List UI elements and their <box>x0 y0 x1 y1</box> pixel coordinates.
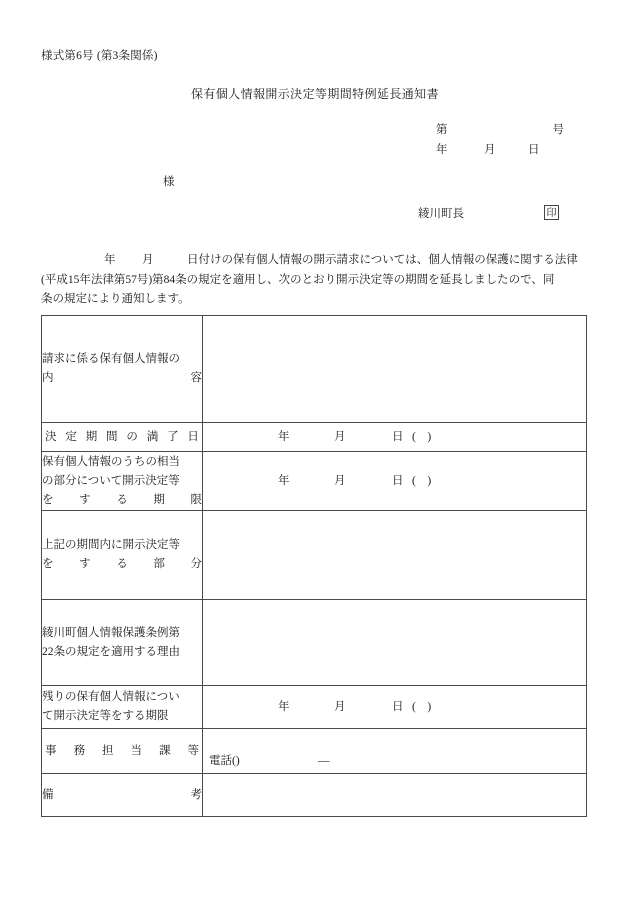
label-line: 残りの保有個人情報につい <box>42 691 180 703</box>
row-label-responsible-section <box>42 729 203 774</box>
row-label-remarks <box>42 774 203 817</box>
phone-field-wrapper <box>203 729 586 773</box>
row-value-responsible-section[interactable] <box>203 729 587 774</box>
date-day-label: 日 <box>392 700 404 713</box>
row-label-request-content <box>42 316 203 423</box>
label-line <box>42 491 202 510</box>
body-line-3: 条の規定により通知します。 <box>41 293 190 305</box>
date-month-label: 月 <box>334 474 346 487</box>
row-label-remaining-info-deadline <box>42 686 203 729</box>
body-line-2: (平成15年法律第57号)第84条の規定を適用し、次のとおり開示決定等の期間を延長しましたので、同 <box>41 273 555 286</box>
request-date-year: 年 <box>104 254 116 266</box>
label-line <box>42 369 202 388</box>
label-char: 期 <box>153 493 165 506</box>
row-value-remarks[interactable] <box>203 774 587 817</box>
date-field <box>203 472 586 491</box>
label-char: 決 <box>45 430 57 443</box>
notification-form-table <box>41 315 587 817</box>
row-value-decision-period-expiry[interactable] <box>203 423 587 452</box>
date-year-label: 年 <box>278 700 290 713</box>
label-char: 期 <box>85 430 98 443</box>
issue-date-month: 月 <box>484 144 496 156</box>
form-table-body <box>42 316 587 817</box>
label-char: す <box>79 558 91 570</box>
row-value-partial-disclosure-deadline[interactable] <box>203 452 587 511</box>
label-char: 満 <box>146 430 159 443</box>
label-line: 上記の期間内に開示決定等 <box>42 539 180 551</box>
row-value-remaining-info-deadline[interactable] <box>203 686 587 729</box>
issue-date-year: 年 <box>436 144 448 156</box>
label-char: る <box>116 558 128 570</box>
form-number: 様式第6号 (第3条関係) <box>41 50 158 62</box>
label-line <box>42 742 202 761</box>
label-char: 考 <box>190 788 202 801</box>
label-char: る <box>116 493 128 506</box>
table-row <box>42 729 587 774</box>
label-char: 備 <box>42 788 54 801</box>
date-month-label: 月 <box>334 430 346 443</box>
label-char: 分 <box>190 558 202 570</box>
label-line: の部分について開示決定等 <box>42 474 180 487</box>
phone-area-close: ) <box>235 755 240 767</box>
request-date-month: 月 <box>142 254 154 266</box>
phone-field <box>209 752 329 768</box>
table-row <box>42 686 587 729</box>
label-char: 事 <box>45 744 57 757</box>
row-label-portion-decided-within-period <box>42 511 203 600</box>
body-paragraph <box>41 251 587 310</box>
document-number-prefix: 第 <box>436 124 448 136</box>
label-char: 限 <box>190 493 202 506</box>
label-char: す <box>79 493 91 506</box>
label-char: 務 <box>73 744 85 757</box>
label-char: 当 <box>130 744 142 757</box>
row-value-request-content[interactable] <box>203 316 587 423</box>
page-title: 保有個人情報開示決定等期間特例延長通知書 <box>190 87 439 101</box>
table-row <box>42 316 587 423</box>
row-label-reason-for-applying-article22 <box>42 600 203 686</box>
date-month-label: 月 <box>334 700 346 713</box>
issuer-line <box>418 205 464 221</box>
label-char: 課 <box>159 744 171 757</box>
issue-date-row <box>436 140 586 160</box>
date-field <box>203 698 586 717</box>
table-row <box>42 774 587 817</box>
label-line: て開示決定等をする期限 <box>42 710 169 722</box>
label-line <box>42 428 202 447</box>
label-char: 担 <box>102 744 114 757</box>
table-row <box>42 452 587 511</box>
row-value-portion-decided-within-period[interactable] <box>203 511 587 600</box>
label-line: 綾川町個人情報保護条例第 <box>42 626 180 639</box>
row-label-decision-period-expiry <box>42 423 203 452</box>
label-char: 了 <box>167 430 179 443</box>
label-char: の <box>126 430 138 443</box>
date-year-label: 年 <box>278 430 290 443</box>
issuer-name: 綾川町長 <box>418 208 464 220</box>
label-line: 請求に係る保有個人情報の <box>42 353 180 365</box>
table-row <box>42 423 587 452</box>
label-line: 保有個人情報のうちの相当 <box>42 455 180 468</box>
label-char: を <box>42 493 54 506</box>
weekday-field: ( ) <box>412 474 432 487</box>
date-day-label: 日 <box>392 430 404 443</box>
document-meta-block <box>436 120 586 160</box>
label-char: 部 <box>153 558 165 570</box>
date-year-label: 年 <box>278 474 290 487</box>
row-label-partial-disclosure-deadline <box>42 452 203 511</box>
label-char: 日 <box>187 430 199 443</box>
weekday-field: ( ) <box>412 430 432 443</box>
table-row <box>42 511 587 600</box>
document-number-suffix: 号 <box>552 124 564 136</box>
label-char: 容 <box>190 372 202 384</box>
label-char: 内 <box>42 372 54 384</box>
weekday-field: ( ) <box>412 700 432 713</box>
date-field <box>203 428 586 447</box>
document-number-row <box>436 120 586 140</box>
label-char: 等 <box>187 744 199 757</box>
label-char: 定 <box>65 430 77 443</box>
issue-date-day: 日 <box>528 144 540 156</box>
row-value-reason-for-applying-article22[interactable] <box>203 600 587 686</box>
label-line <box>42 555 202 574</box>
recipient-honorific: 様 <box>163 176 175 188</box>
body-line-1 <box>41 251 587 271</box>
label-char: を <box>42 558 54 570</box>
label-char: 間 <box>106 430 118 443</box>
seal-stamp-box: 印 <box>544 205 559 220</box>
phone-dash: ― <box>317 755 330 767</box>
label-line <box>42 786 202 805</box>
table-row <box>42 600 587 686</box>
body-line-1-rest: 日付けの保有個人情報の開示請求については、個人情報の保護に関する法律 <box>187 254 578 266</box>
phone-label: 電話( <box>209 755 236 767</box>
label-line: 22条の規定を適用する理由 <box>42 645 180 658</box>
date-day-label: 日 <box>392 474 404 487</box>
